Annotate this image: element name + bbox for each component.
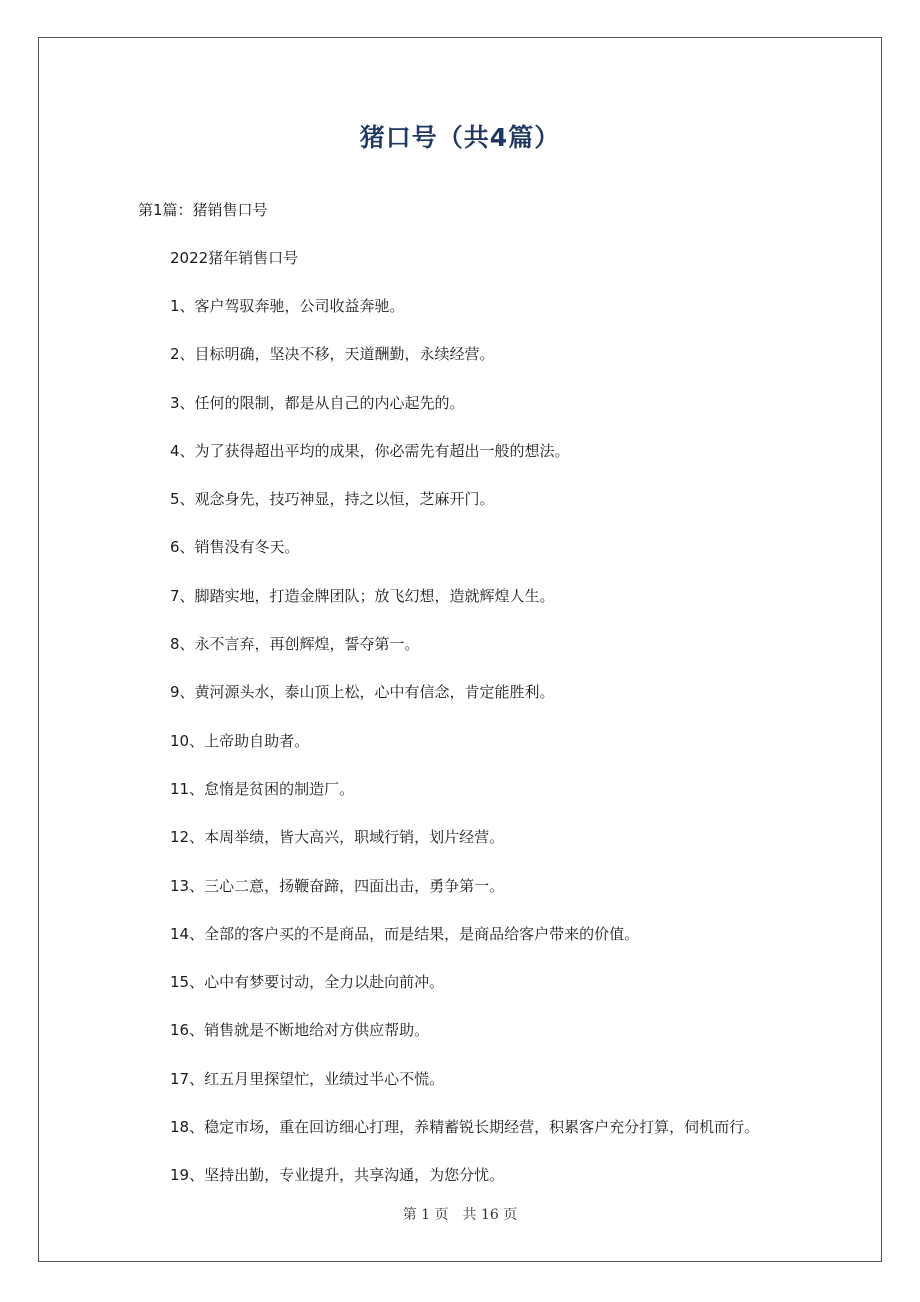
slogan-item-5: 5、观念身先，技巧神显，持之以恒，芝麻开门。 bbox=[170, 490, 495, 509]
slogan-item-15: 15、心中有梦要讨动，全力以赴向前冲。 bbox=[170, 973, 445, 992]
slogan-item-12: 12、本周举绩，皆大高兴，职域行销，划片经营。 bbox=[170, 828, 505, 847]
slogan-item-11: 11、怠惰是贫困的制造厂。 bbox=[170, 779, 355, 798]
slogan-item-3: 3、任何的限制，都是从自己的内心起先的。 bbox=[170, 393, 465, 412]
slogan-item-10: 10、上帝助自助者。 bbox=[170, 731, 310, 750]
slogan-item-1: 1、客户驾驭奔驰，公司收益奔驰。 bbox=[170, 297, 405, 315]
slogan-item-18: 18、稳定市场，重在回访细心打理，养精蓄锐长期经营，积累客户充分打算，伺机而行。 bbox=[170, 1118, 760, 1137]
slogan-item-2: 2、目标明确，坚决不移，天道酬勤，永续经营。 bbox=[170, 345, 495, 364]
slogan-item-8: 8、永不言弃，再创辉煌，誓夺第一。 bbox=[170, 635, 420, 654]
slogan-item-19: 19、坚持出勤，专业提升，共享沟通，为您分忧。 bbox=[170, 1166, 505, 1185]
slogan-list bbox=[170, 293, 870, 1211]
slogan-item-6: 6、销售没有冬天。 bbox=[170, 538, 300, 557]
slogan-item-7: 7、脚踏实地，打造金牌团队；放飞幻想，造就辉煌人生。 bbox=[170, 586, 555, 605]
slogan-item-17: 17、红五月里探望忙，业绩过半心不慌。 bbox=[170, 1069, 445, 1088]
section-heading: 第1篇：猪销售口号 bbox=[138, 201, 268, 219]
slogan-item-9: 9、黄河源头水，泰山顶上松，心中有信念，肯定能胜利。 bbox=[170, 683, 555, 702]
page-number-footer: 第 1 页 共 16 页 bbox=[402, 1207, 518, 1223]
slogan-item-16: 16、销售就是不断地给对方供应帮助。 bbox=[170, 1021, 430, 1040]
slogan-item-14: 14、全部的客户买的不是商品，而是结果，是商品给客户带来的价值。 bbox=[170, 924, 640, 943]
section-subtitle: 2022猪年销售口号 bbox=[170, 249, 299, 267]
slogan-item-13: 13、三心二意，扬鞭奋蹄，四面出击，勇争第一。 bbox=[170, 876, 505, 895]
document-title: 猪口号（共4篇） bbox=[359, 123, 561, 152]
slogan-item-4: 4、为了获得超出平均的成果，你必需先有超出一般的想法。 bbox=[170, 441, 570, 460]
